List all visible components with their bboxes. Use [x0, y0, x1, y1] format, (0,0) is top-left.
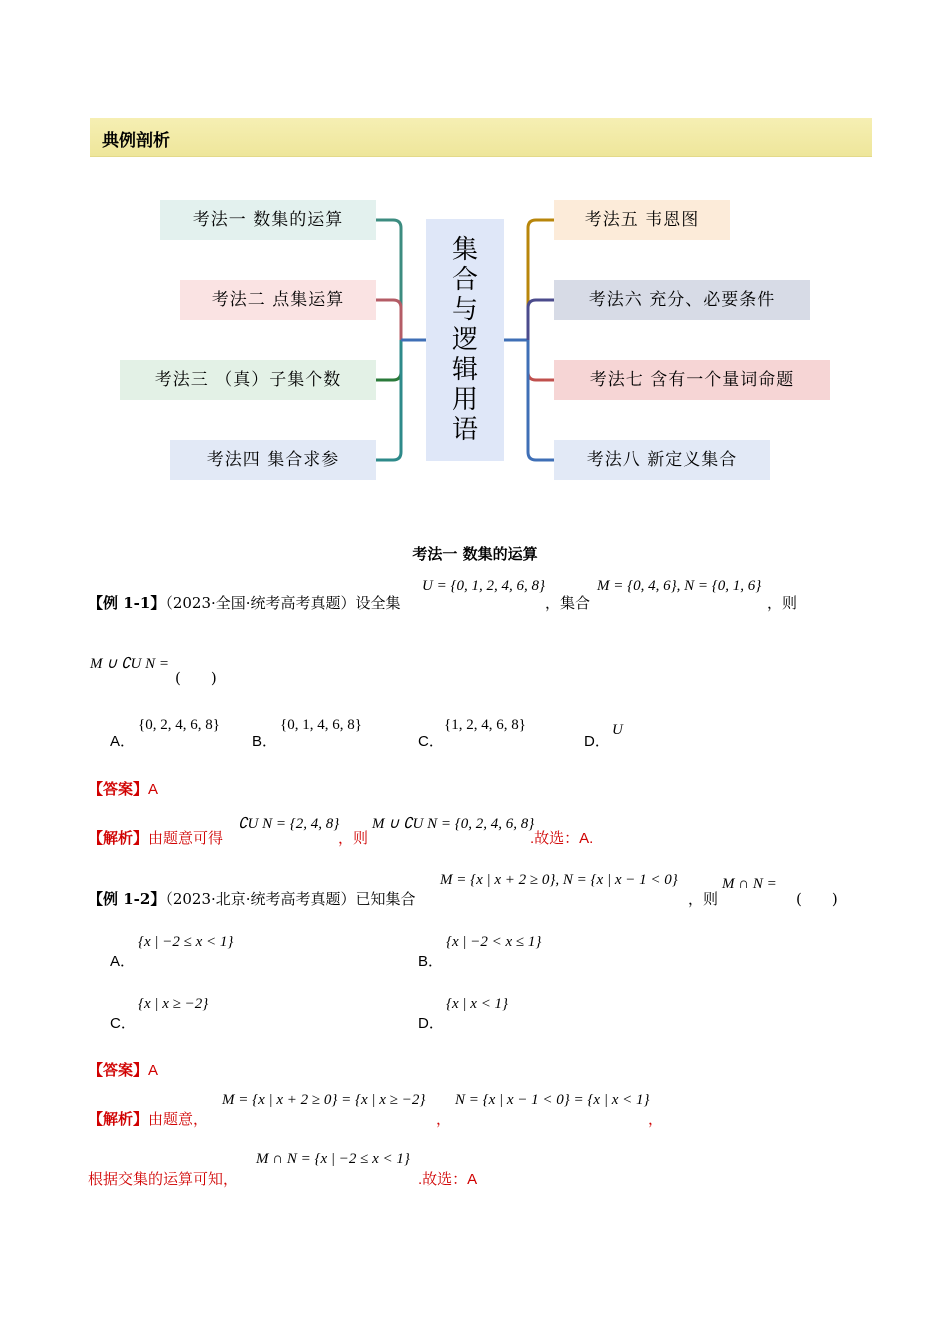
- option-value: {x | x ≥ −2}: [138, 996, 209, 1012]
- analysis-line: [88, 1108, 208, 1129]
- center-char: 辑: [451, 355, 478, 385]
- text-tail: ，则: [688, 890, 719, 908]
- formula-expr: M ∪ ∁U N =: [90, 656, 169, 672]
- answer-line: [88, 1059, 158, 1080]
- option-letter: C．: [110, 1015, 136, 1032]
- formula-U: U = {0, 1, 2, 4, 6, 8}: [422, 578, 545, 594]
- analysis-text: 由题意，: [148, 1110, 209, 1128]
- option-letter: A．: [110, 733, 136, 750]
- option-letter: B．: [418, 953, 444, 970]
- option-value: {x | −2 < x ≤ 1}: [446, 934, 542, 950]
- center-char: 语: [451, 415, 478, 445]
- option-value: {0, 2, 4, 6, 8}: [138, 717, 220, 733]
- mindmap-node-method-1: 考法一 数集的运算: [160, 200, 376, 240]
- mindmap-node-method-6: 考法六 充分、必要条件: [554, 280, 810, 320]
- option-value: {x | x < 1}: [446, 996, 509, 1012]
- option-letter: D．: [584, 733, 610, 750]
- analysis-end: .故选：A: [418, 1171, 478, 1188]
- answer-value: A: [148, 781, 159, 798]
- mindmap-node-method-4: 考法四 集合求参: [170, 440, 376, 480]
- mindmap-node-method-2: 考法二 点集运算: [180, 280, 376, 320]
- mindmap-node-method-7: 考法七 含有一个量词命题: [554, 360, 830, 400]
- center-char: 逻: [451, 325, 478, 355]
- analysis-line-2: 根据交集的运算可知，: [88, 1170, 239, 1188]
- example-source: （2023·北京·统考高考真题）已知集合: [165, 890, 416, 908]
- formula-N: N = {x | x − 1 < 0} = {x | x < 1}: [455, 1092, 650, 1108]
- analysis-label: 【解析】: [88, 1110, 149, 1128]
- center-char: 用: [451, 385, 478, 415]
- formula-intersection: M ∩ N = {x | −2 ≤ x < 1}: [256, 1151, 410, 1167]
- answer-paren: ( ): [175, 669, 217, 687]
- option-letter: B．: [252, 733, 278, 750]
- answer-label: 【答案】: [88, 1061, 149, 1079]
- option-letter: D．: [418, 1015, 444, 1032]
- formula-sets: M = {x | x + 2 ≥ 0}, N = {x | x − 1 < 0}: [440, 872, 678, 888]
- center-char: 集: [451, 235, 478, 265]
- connector-l3: [376, 340, 401, 380]
- option-value: {0, 1, 4, 6, 8}: [280, 717, 362, 733]
- comma: ，: [436, 1110, 452, 1128]
- answer-value: A: [148, 1062, 159, 1079]
- example-1-1-line: [88, 592, 401, 613]
- option-letter: C．: [418, 733, 444, 750]
- analysis-end: .故选：A.: [530, 830, 594, 847]
- section-title: 考法一 数集的运算: [412, 545, 538, 563]
- center-char: 合: [451, 265, 478, 295]
- formula-complement: ∁U N = {2, 4, 8}: [238, 816, 340, 832]
- answer-line: [88, 778, 158, 799]
- mindmap-node-method-5: 考法五 韦恩图: [554, 200, 730, 240]
- option-value: U: [612, 722, 623, 738]
- center-char: 与: [451, 295, 478, 325]
- analysis-mid: ，则: [338, 829, 369, 847]
- option-value: {1, 2, 4, 6, 8}: [444, 717, 526, 733]
- connector-l4: [376, 340, 401, 460]
- connector-l2: [376, 300, 401, 340]
- example-label: 【例 1-2】: [88, 890, 166, 908]
- mindmap-center: [426, 219, 504, 461]
- option-value: {x | −2 ≤ x < 1}: [138, 934, 234, 950]
- formula-M: M = {x | x + 2 ≥ 0} = {x | x ≥ −2}: [222, 1092, 426, 1108]
- text-mid: ，集合: [545, 594, 591, 612]
- example-label: 【例 1-1】: [88, 594, 166, 612]
- connector-r5: [528, 220, 554, 340]
- formula-union: M ∪ ∁U N = {0, 2, 4, 6, 8}: [372, 816, 535, 832]
- connector-r7: [528, 340, 554, 380]
- mindmap-node-method-8: 考法八 新定义集合: [554, 440, 770, 480]
- connector-r8: [528, 340, 554, 460]
- analysis-line: [88, 827, 223, 848]
- formula-MN: M = {0, 4, 6}, N = {0, 1, 6}: [597, 578, 762, 594]
- answer-paren: ( ): [796, 890, 838, 908]
- text-tail: ，则: [767, 594, 798, 612]
- comma: ，: [648, 1110, 664, 1128]
- option-letter: A．: [110, 953, 136, 970]
- answer-label: 【答案】: [88, 780, 149, 798]
- analysis-text: 由题意可得: [148, 829, 224, 847]
- example-1-2-line: [88, 888, 416, 909]
- formula-expr: M ∩ N =: [722, 876, 777, 892]
- connector-r6: [528, 300, 554, 340]
- mindmap-node-method-3: 考法三 （真）子集个数: [120, 360, 376, 400]
- connector-l1: [376, 220, 401, 340]
- analysis-label: 【解析】: [88, 829, 149, 847]
- example-source: （2023·全国·统考高考真题）设全集: [165, 594, 401, 612]
- banner-title: 典例剖析: [102, 131, 170, 151]
